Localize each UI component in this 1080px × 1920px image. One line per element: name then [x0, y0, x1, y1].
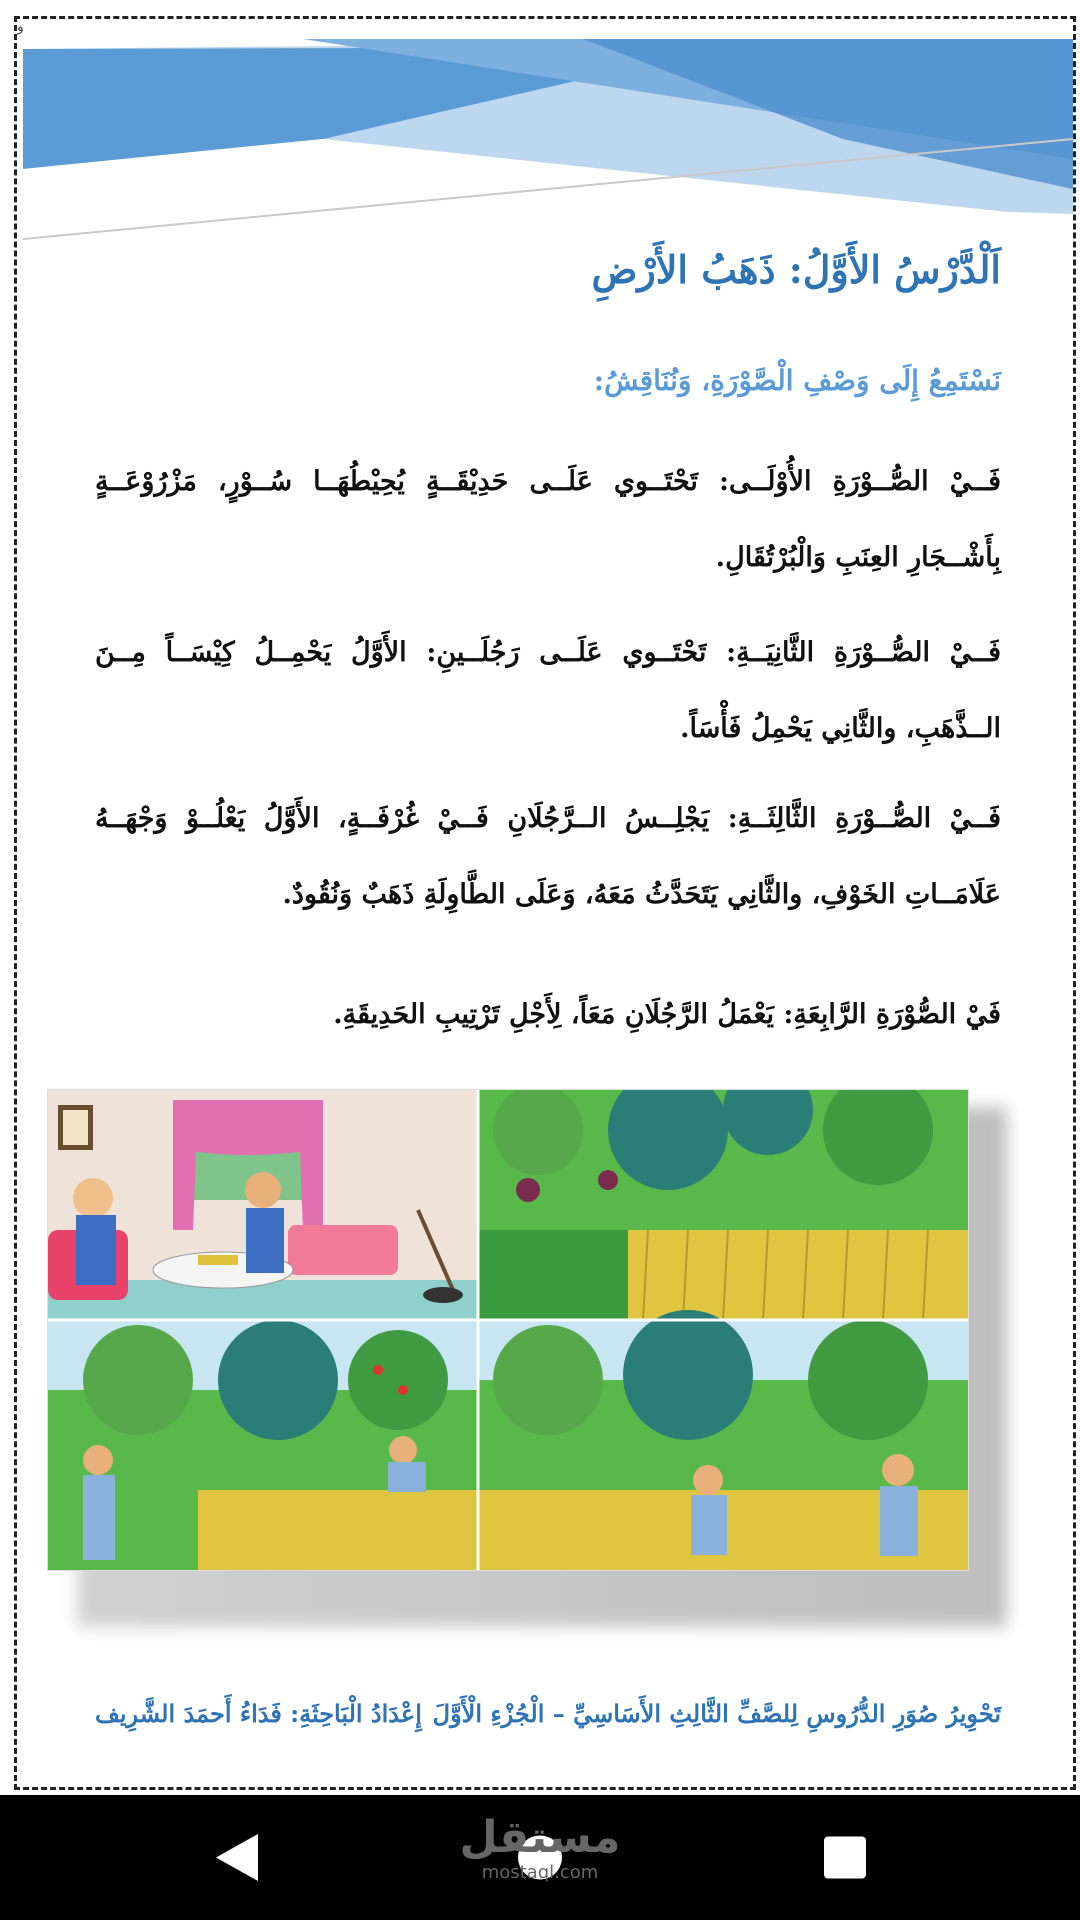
illustration-panel	[47, 1089, 1007, 1634]
watermark-logo: مستقل	[459, 1812, 621, 1863]
paragraph-picture-1: فَــيْ الصُّــوْرَةِ الأُوْلَــى: تَحْتَــوي عَلَــى حَدِيْقَــةٍ يُحِيْطُهَــا سُــوْرٍ، مَزْرُوْعَــةٍ بِأَشْــجَارِ العِنَبِ وَالْبُرْتُقَالِ.	[95, 466, 1001, 573]
lesson-title: اَلْدَّرْسُ الأَوَّلُ: ذَهَبُ الأَرْضِ	[591, 247, 1001, 292]
panel-garden-work-1	[48, 1320, 478, 1570]
header-banner	[23, 29, 1073, 254]
panel-garden-wall	[478, 1089, 968, 1320]
paragraph-picture-2: فَــيْ الصُّــوْرَةِ الثَّانِيَــةِ: تَحْتَــوي عَلَــى رَجُلَــينِ: الأَوَّلُ يَحْمِــلُ كِيْسَــاً مِــنَ الــذَّهَبِ، والثَّانِي يَحْمِلُ فَأْسَاً.	[95, 637, 1001, 744]
panel-garden-work-2	[478, 1310, 968, 1570]
watermark-url: mostaql.com	[481, 1862, 599, 1883]
watermark	[450, 1813, 630, 1883]
back-icon[interactable]	[210, 1830, 265, 1885]
recent-apps-icon[interactable]	[820, 1830, 870, 1885]
footer-course-title: تَحْوِيرُ صُوَرِ الدُّرُوسِ لِلصَّفِّ الثَّالِثِ الأَسَاسِيِّ – الْجُزْءِ الْأَوَّلَ	[432, 1699, 1001, 1728]
android-navigation-bar	[0, 1795, 1080, 1920]
footer-author: إِعْدَادُ الْبَاحِثَةِ: فَدَاءُ أَحمَدَ الشَّرِيف	[95, 1699, 422, 1728]
illustration-four-panels	[47, 1089, 969, 1571]
paragraph-picture-3: فَــيْ الصُّــوْرَةِ الثَّالِثَــةِ: يَجْلِــسُ الــرَّجُلَانِ فَــيْ غُرْفَــةٍ، الأَوَّلُ يَعْلُــوْ وَجْهَــهُ عَلَامَــاتِ الخَوْفِ، والثَّانِي يَتَحَدَّثُ مَعَهُ، وَعَلَى الطَّاوِلَةِ ذَهَبٌ وَنُقُودٌ.	[95, 803, 1001, 910]
lesson-subtitle: نَسْتَمِعُ إِلَى وَصْفِ الْصَّوْرَةِ، وَنُنَاقِشُ:	[593, 364, 1001, 397]
paragraph-picture-4: فَيْ الصُّوْرَةِ الرَّابِعَةِ: يَعْمَلُ الرَّجُلَانِ مَعَاً، لِأَجْلِ تَرْتِيبِ الحَدِيقَةِ.	[333, 999, 1001, 1030]
page-frame	[14, 16, 1076, 1790]
corner-mark: و	[17, 19, 24, 35]
panel-room-scene	[48, 1090, 478, 1320]
